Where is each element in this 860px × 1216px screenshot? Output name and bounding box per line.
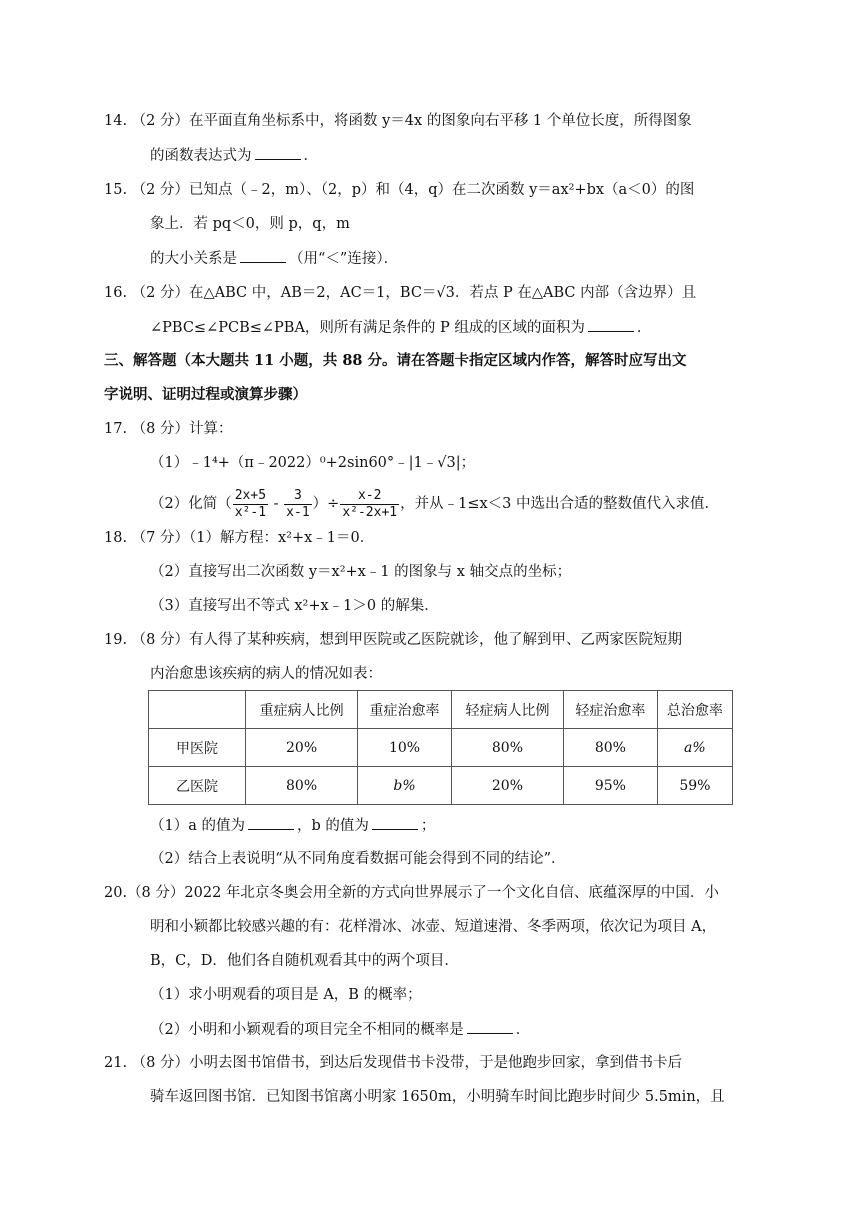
question-16-line-2	[150, 317, 651, 338]
table-cell: 乙医院	[149, 767, 246, 805]
hospital-table	[148, 690, 733, 805]
question-20-line-3: B，C，D．他们各自随机观看其中的两个项目．	[150, 953, 459, 969]
question-17-part-1: （1）﹣1⁴+（π﹣2022）⁰+2sin60°﹣|1﹣√3|；	[150, 455, 476, 471]
answer-blank	[467, 1019, 513, 1034]
punctuation: ．	[515, 1022, 531, 1038]
fraction-2: $\frac{3}{x-1}$	[286, 487, 310, 520]
question-18-part-2: （2）直接写出二次函数 y＝x²+x﹣1 的图象与 x 轴交点的坐标；	[150, 564, 572, 580]
section-heading-line-2: 字说明、证明过程或演算步骤）	[104, 386, 307, 403]
table-cell: a%	[657, 729, 732, 767]
answer-blank	[588, 317, 634, 332]
question-number: 18.	[104, 530, 128, 546]
question-text: （8 分）2022 年北京冬奥会用全新的方式向世界展示了一个文化自信、底蕴深厚的中国．小	[127, 885, 719, 901]
answer-blank	[240, 248, 286, 263]
question-number: 21.	[104, 1055, 128, 1071]
question-text: （2 分）在平面直角坐标系中，将函数 y＝4x 的图象向右平移 1 个单位长度，所得图象	[131, 113, 692, 129]
table-cell: 甲医院	[149, 729, 246, 767]
question-16-line-1	[104, 283, 696, 303]
question-19-part-1	[150, 815, 435, 836]
table-cell: b%	[358, 767, 452, 805]
table-cell: 20%	[246, 729, 358, 767]
section-heading-line-1: 三、解答题（本大题共 11 小题，共 88 分。请在答题卡指定区域内作答，解答时应写出文	[104, 352, 687, 369]
question-number: 19.	[104, 632, 128, 648]
question-14-line-2	[150, 145, 318, 166]
question-text: 象上．若 pq＜0，则 p，q，m	[150, 216, 350, 232]
question-text: （2）化简（	[150, 496, 232, 512]
table-header-cell: 轻症病人比例	[451, 691, 563, 729]
question-21-line-2: 骑车返回图书馆．已知图书馆离小明家 1650m，小明骑车时间比跑步时间少 5.5min，且	[150, 1089, 725, 1105]
question-text: （2 分）在△ABC 中，AB＝2，AC＝1，BC＝√3．若点 P 在△ABC 内部（含边界）且	[131, 285, 697, 301]
question-number: 14.	[104, 113, 128, 129]
question-20-part-1: （1）求小明观看的项目是 A，B 的概率；	[150, 987, 422, 1003]
question-17-part-2: （2）化简（ $\frac{2x+5}{\text{x²-1}}$ - $\frac{3}{x-1}$ ）÷ $\frac{x-2}{\text{x²-2x+1}}$ ，并从﹣1≤x＜3 中选出合适的整数值代入求值．	[150, 487, 719, 520]
question-text: （1）a 的值为	[150, 818, 245, 834]
table-cell: 80%	[564, 729, 658, 767]
question-20-line-1	[104, 883, 719, 903]
question-19-line-2: 内治愈患该疾病的病人的情况如表：	[150, 666, 382, 682]
question-text: （2 分）已知点（﹣2，m）、（2，p）和（4，q）在二次函数 y＝ax²+bx（a＜0）的图	[131, 182, 695, 198]
table-cell: 10%	[358, 729, 452, 767]
question-19-line-1	[104, 630, 682, 650]
answer-blank	[372, 815, 418, 830]
question-15-line-2	[150, 214, 350, 234]
table-cell: 59%	[657, 767, 732, 805]
question-text: 的大小关系是	[150, 251, 237, 267]
table-header-cell: 重症病人比例	[246, 691, 358, 729]
table-cell: 95%	[564, 767, 658, 805]
question-text: （7 分）（1）解方程：x²+x﹣1＝0．	[131, 530, 375, 546]
answer-blank	[255, 145, 301, 160]
fraction-3: $\frac{x-2}{\text{x²-2x+1}}$	[342, 487, 398, 520]
table-header-row	[149, 691, 733, 729]
question-19-part-2: （2）结合上表说明“从不同角度看数据可能会得到不同的结论”．	[150, 851, 566, 867]
fraction-1: $\frac{2x+5}{\text{x²-1}}$	[234, 487, 267, 520]
question-17-head	[104, 419, 233, 439]
question-text: ∠PBC≤∠PCB≤∠PBA，则所有满足条件的 P 组成的区域的面积为	[150, 320, 585, 336]
table-cell: 80%	[451, 729, 563, 767]
table-header-cell: 总治愈率	[657, 691, 732, 729]
answer-blank	[248, 815, 294, 830]
punctuation: ．	[303, 148, 318, 164]
question-20-line-2: 明和小颖都比较感兴趣的有：花样滑冰、冰壶、短道速滑、冬季两项，依次记为项目 A，	[150, 919, 717, 935]
question-text: （8 分）小明去图书馆借书，到达后发现借书卡没带，于是他跑步回家，拿到借书卡后	[131, 1055, 683, 1071]
question-number: 20.	[104, 885, 128, 901]
table-row	[149, 729, 733, 767]
table-cell: 20%	[451, 767, 563, 805]
table-header-cell	[149, 691, 246, 729]
question-number: 17.	[104, 421, 128, 437]
question-15-line-3	[150, 248, 398, 269]
table-header-cell: 轻症治愈率	[564, 691, 658, 729]
question-text: ，b 的值为	[296, 818, 369, 834]
question-text: 的函数表达式为	[150, 148, 252, 164]
question-21-line-1	[104, 1053, 682, 1073]
question-number: 16.	[104, 285, 128, 301]
question-20-part-2	[150, 1019, 530, 1040]
table-row	[149, 767, 733, 805]
punctuation: ．	[636, 320, 652, 336]
question-18-line-1	[104, 528, 374, 548]
question-text: （8 分）计算：	[131, 421, 233, 437]
question-text: （2）小明和小颖观看的项目完全不相同的概率是	[150, 1022, 464, 1038]
question-text: ，并从﹣1≤x＜3 中选出合适的整数值代入求值．	[400, 496, 719, 512]
table-header-cell: 重症治愈率	[358, 691, 452, 729]
question-14-line-1	[104, 111, 692, 131]
table-cell: 80%	[246, 767, 358, 805]
question-number: 15.	[104, 182, 128, 198]
question-text: （8 分）有人得了某种疾病，想到甲医院或乙医院就诊，他了解到甲、乙两家医院短期	[131, 632, 683, 648]
question-18-part-3: （3）直接写出不等式 x²+x﹣1＞0 的解集．	[150, 598, 439, 614]
punctuation: ；	[420, 818, 436, 834]
question-text: （用“＜”连接）．	[289, 251, 399, 267]
question-15-line-1	[104, 180, 694, 200]
